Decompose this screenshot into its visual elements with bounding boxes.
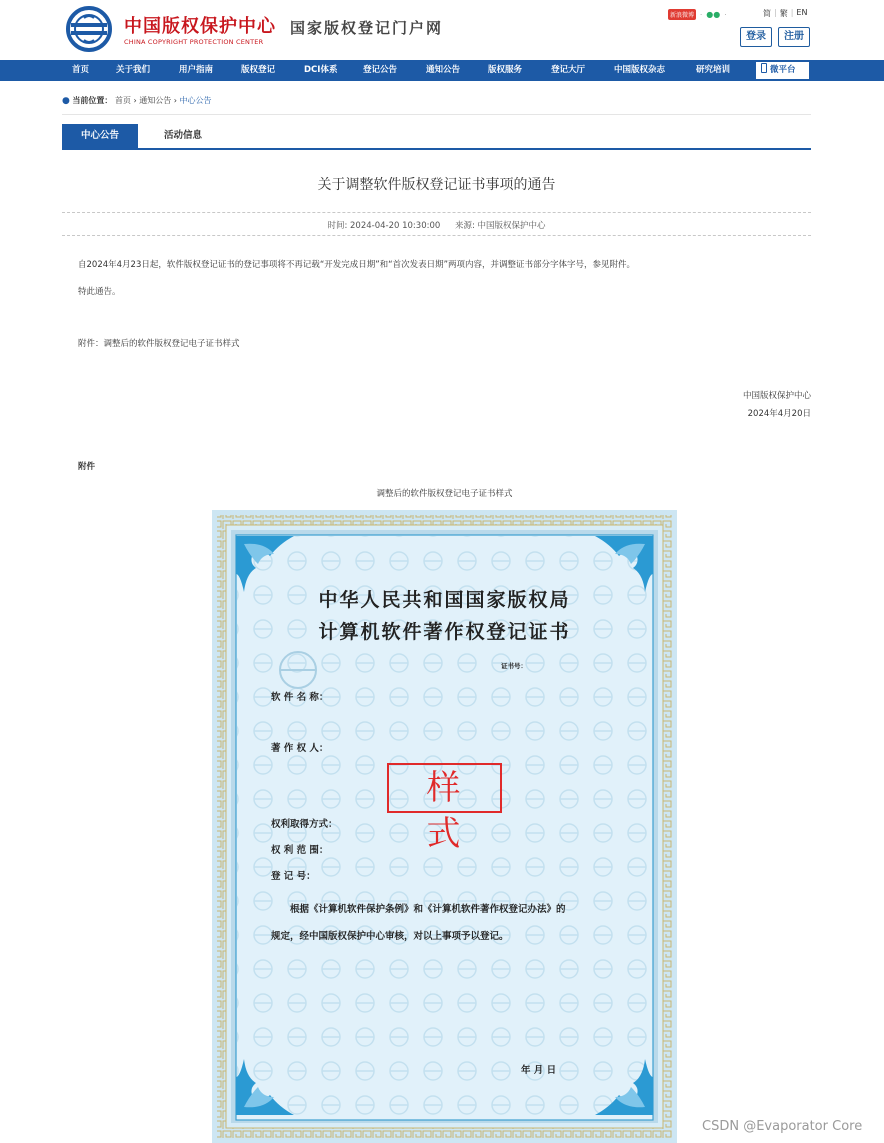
nav-item-announcements[interactable]: 通知公告 [426, 65, 461, 75]
sample-stamp: 样式 [387, 763, 502, 813]
breadcrumb-label: 当前位置： [72, 96, 113, 105]
tab-activities[interactable]: 活动信息 [163, 130, 202, 141]
csdn-watermark: CSDN @Evaporator Core [702, 1119, 863, 1134]
nav-item-copyright-registration[interactable]: 版权登记 [241, 65, 276, 75]
lang-simplified[interactable]: 简 [763, 9, 771, 18]
lang-separator: | [790, 8, 794, 17]
certificate-body: 根据《计算机软件保护条例》和《计算机软件著作权登记办法》的 [290, 904, 566, 915]
certificate-date: 年 月 日 [521, 1065, 557, 1076]
attachment-link[interactable]: 附件：调整后的软件版权登记电子证书样式 [78, 339, 240, 349]
nav-item-dci[interactable]: DCI体系 [304, 65, 338, 75]
divider [62, 212, 811, 213]
nav-item-about[interactable]: 关于我们 [116, 65, 151, 75]
lang-separator: | [774, 8, 777, 17]
signature-org: 中国版权保护中心 [742, 391, 811, 401]
certificate-title-authority: 中华人民共和国国家版权局 [318, 589, 571, 611]
logo-subtitle: CHINA COPYRIGHT PROTECTION CENTER [124, 38, 264, 46]
ornament-icon [234, 1047, 304, 1117]
wechat-icon[interactable]: ●● [706, 10, 721, 19]
weibo-icon[interactable]: 新浪微博 [668, 9, 696, 20]
main-nav [0, 60, 884, 81]
divider [62, 235, 811, 236]
article-paragraph: 自2024年4月23日起，软件版权登记证书的登记事项将不再记载“开发完成日期”和“首次发表日期”两项内容，并调整证书部分字体字号，参见附件。 [78, 260, 635, 270]
certificate-body: 规定，经中国版权保护中心审核，对以上事项予以登记。 [271, 931, 509, 942]
article-title: 关于调整软件版权登记证书事项的通告 [317, 177, 556, 193]
lang-traditional[interactable]: 繁 [779, 9, 788, 18]
tab-center-notices[interactable]: 中心公告 [62, 124, 138, 148]
nav-item-research-training[interactable]: 研究培训 [696, 65, 731, 75]
tab-underline [62, 148, 811, 150]
portal-name: 国家版权登记门户网 [290, 19, 444, 37]
phone-icon [761, 63, 767, 73]
attachment-heading: 附件 [78, 462, 96, 472]
breadcrumb-separator: › [133, 96, 137, 105]
nav-item-copyright-services[interactable]: 版权服务 [488, 65, 523, 75]
site-header [0, 0, 884, 58]
divider [62, 114, 811, 115]
wx-platform-label: 微平台 [770, 65, 796, 75]
article-time: 时间: 2024-04-20 10:30:00 [327, 221, 441, 231]
social-links [668, 9, 726, 20]
register-button[interactable]: 注册 [778, 27, 810, 47]
field-registration-number: 登 记 号： [271, 871, 316, 882]
field-rights-scope: 权 利 范 围： [271, 845, 329, 856]
nav-item-home[interactable]: 首页 [72, 65, 90, 75]
nav-item-user-guide[interactable]: 用户指南 [179, 65, 214, 75]
wx-platform-button[interactable] [755, 61, 810, 80]
logo-title[interactable]: 中国版权保护中心 [124, 16, 276, 37]
breadcrumb-separator: › [173, 96, 177, 105]
nav-item-registration-hall[interactable]: 登记大厅 [551, 65, 586, 75]
breadcrumb [62, 95, 212, 106]
ornament-icon [585, 1047, 655, 1117]
article-meta [62, 219, 811, 231]
location-pin-icon: ● [62, 96, 70, 106]
signature-date: 2024年4月20日 [747, 409, 811, 419]
certificate-caption: 调整后的软件版权登记电子证书样式 [376, 489, 513, 499]
field-copyright-owner: 著 作 权 人： [271, 743, 329, 754]
social-separator: · [700, 10, 703, 19]
breadcrumb-parent[interactable]: 通知公告 [139, 96, 172, 105]
certificate-number-label: 证书号： [501, 662, 527, 670]
field-acquisition-method: 权利取得方式： [271, 819, 338, 830]
nav-item-registration-notices[interactable]: 登记公告 [363, 65, 398, 75]
nav-item-magazine[interactable]: 中国版权杂志 [614, 65, 666, 75]
lang-english[interactable]: EN [796, 8, 808, 17]
wechat-chevron: · [724, 10, 727, 19]
article-source: 来源: 中国版权保护中心 [454, 221, 546, 231]
language-switcher [763, 8, 807, 19]
article-paragraph: 特此通告。 [78, 287, 121, 297]
breadcrumb-home[interactable]: 首页 [114, 96, 131, 105]
ccpc-logo-icon[interactable] [62, 6, 116, 52]
login-button[interactable]: 登录 [740, 27, 772, 47]
certificate-title: 计算机软件著作权登记证书 [318, 621, 571, 643]
certificate-image [212, 510, 677, 1143]
field-software-name: 软 件 名 称： [271, 692, 329, 703]
breadcrumb-current[interactable]: 中心公告 [179, 96, 212, 105]
